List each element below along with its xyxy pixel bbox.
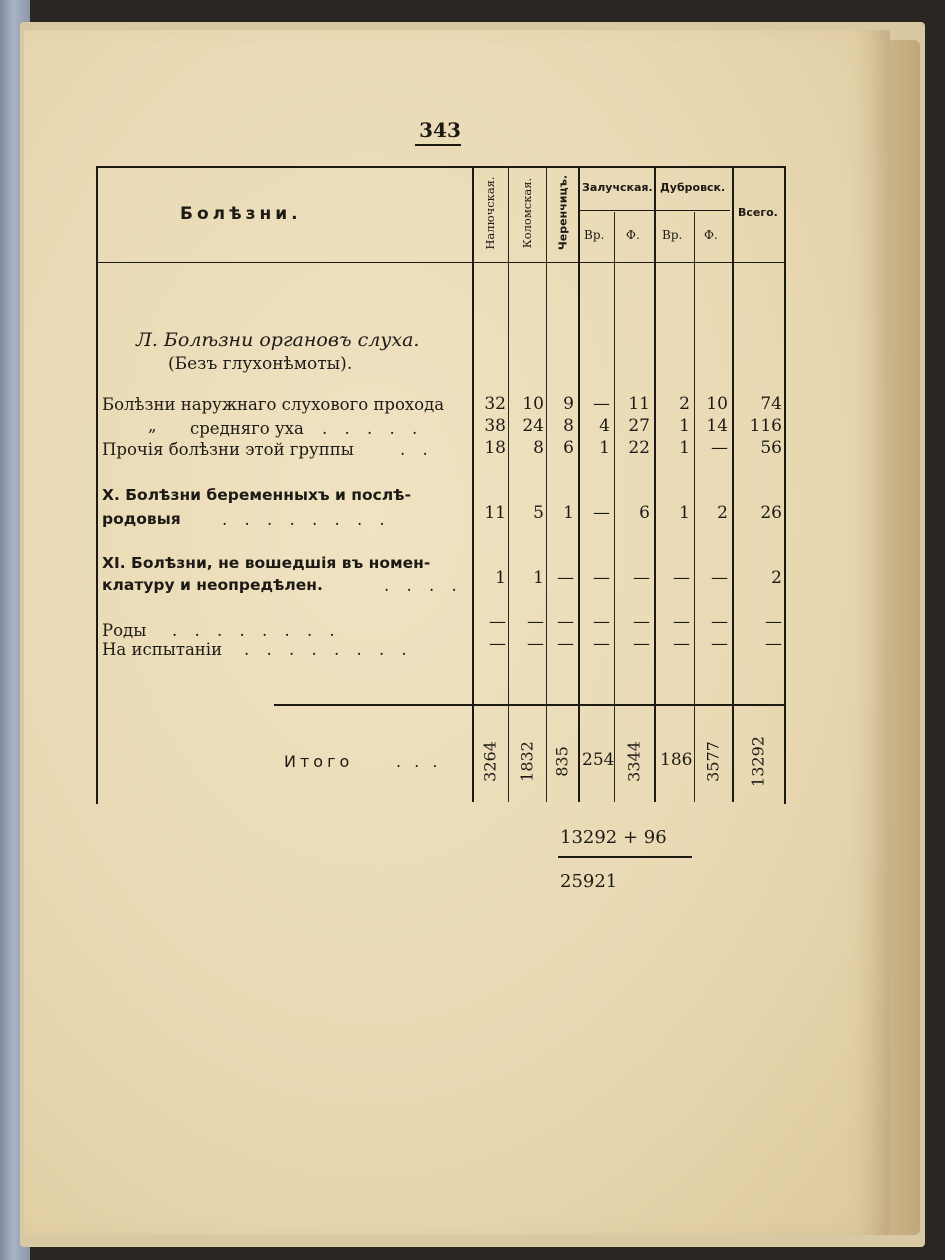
cell: — (711, 634, 728, 654)
col-rule-8 (732, 166, 734, 802)
cell: — (673, 568, 690, 588)
cell: 22 (628, 438, 650, 458)
cell: — (489, 634, 506, 654)
total-top-rule (274, 704, 784, 706)
cell: 32 (484, 394, 506, 414)
cell: 2 (679, 394, 690, 414)
row-label-outer-ear: Болѣзни наружнаго слухового прохода (102, 395, 445, 414)
cell: — (489, 612, 506, 632)
col-header-kolomskaya: Коломская. (520, 177, 534, 249)
calculation-line: 13292 + 96 (560, 827, 667, 848)
table-right-rule (784, 166, 786, 804)
col-rule-6 (654, 166, 656, 802)
diseases-header: Болѣзни. (180, 204, 302, 224)
col-header-nalyuchskaya: Налючская. (483, 176, 497, 250)
cell: 1 (533, 568, 544, 588)
cell: — (633, 634, 650, 654)
leader-dots: . . . . (384, 576, 463, 595)
total-label: Итого (284, 752, 354, 771)
cell: — (557, 634, 574, 654)
cell: — (557, 568, 574, 588)
cell: 10 (522, 394, 544, 414)
col-header-vsego: Всего. (738, 206, 778, 219)
calculation-rule (558, 856, 692, 858)
cell: 8 (563, 416, 574, 436)
total-nalyuchskaya: 3264 (480, 741, 500, 782)
cell: 5 (533, 503, 544, 523)
total-dubr-vr: 186 (660, 750, 693, 770)
col-header-zaluch-f: Ф. (626, 228, 640, 242)
leader-dots: . . . . . . . . (244, 640, 413, 659)
cell: — (673, 634, 690, 654)
cell: 24 (522, 416, 544, 436)
cell: — (593, 503, 610, 523)
cell: 1 (679, 416, 690, 436)
total-kolomskaya: 1832 (517, 741, 537, 782)
cell: 2 (771, 568, 782, 588)
cell: — (711, 568, 728, 588)
total-zaluch-f: 3344 (624, 741, 644, 782)
cell: 9 (563, 394, 574, 414)
section-x-line2: родовыя (102, 510, 181, 528)
cell: 1 (495, 568, 506, 588)
cell: 2 (717, 503, 728, 523)
cell: — (593, 612, 610, 632)
section-xi-line1: XI. Болѣзни, не вошедшія въ номен- (102, 554, 431, 572)
col-group-dubrovsk: Дубровск. (660, 181, 726, 194)
cell: 14 (706, 416, 728, 436)
cell: 116 (749, 416, 782, 436)
cell: — (633, 612, 650, 632)
col-header-zaluch-vr: Вр. (584, 228, 605, 242)
cell: — (527, 612, 544, 632)
cell: — (527, 634, 544, 654)
section-xi-line2: клатуру и неопредѣлен. (102, 576, 323, 594)
cell: — (765, 634, 782, 654)
cell: 6 (639, 503, 650, 523)
cell: 18 (484, 438, 506, 458)
total-dubr-f: 3577 (703, 741, 723, 782)
col-rule-2 (508, 166, 509, 802)
cell: 27 (628, 416, 650, 436)
col-rule-7 (694, 212, 695, 802)
table-left-rule (96, 166, 98, 804)
cell: — (593, 568, 610, 588)
col-rule-1 (472, 166, 474, 802)
col-rule-5 (614, 212, 615, 802)
cell: 38 (484, 416, 506, 436)
row-label-births: Роды (102, 621, 147, 640)
cell: — (711, 438, 728, 458)
col-header-dubr-vr: Вр. (662, 228, 683, 242)
cell: 56 (760, 438, 782, 458)
col-header-dubr-f: Ф. (704, 228, 718, 242)
section-x-line1: X. Болѣзни беременныхъ и послѣ- (102, 486, 412, 504)
cell: 1 (599, 438, 610, 458)
leader-dots: . . . . . . . . (222, 510, 391, 529)
row-label-ditto-mark: „ (148, 416, 157, 435)
cell: — (593, 394, 610, 414)
leader-dots: . . (400, 440, 434, 459)
total-zaluch-vr: 254 (582, 750, 615, 770)
table-top-rule (96, 166, 784, 168)
cell: 10 (706, 394, 728, 414)
leader-dots: . . . . . . . . (172, 621, 341, 640)
cell: 11 (628, 394, 650, 414)
cell: 1 (679, 503, 690, 523)
header-bottom-rule (96, 262, 784, 263)
cell: 11 (484, 503, 506, 523)
cell: — (593, 634, 610, 654)
row-label-middle-ear: средняго уха (190, 419, 304, 438)
col-rule-4 (578, 166, 580, 802)
col-rule-3 (546, 166, 547, 802)
row-label-other: Прочія болѣзни этой группы (102, 440, 354, 459)
total-cherenchits: 835 (552, 746, 572, 777)
leader-dots: . . . (396, 752, 442, 771)
page-number: 343 (419, 118, 461, 142)
cell: — (765, 612, 782, 632)
section-l-title: Л. Болѣзни органовъ слуха. (136, 329, 420, 351)
cell: — (633, 568, 650, 588)
total-vsego: 13292 (748, 736, 768, 787)
page-number-underline (415, 144, 461, 146)
cell: — (673, 612, 690, 632)
row-label-trial: На испытаніи (102, 640, 223, 659)
calculation-result: 25921 (560, 871, 618, 892)
cell: 4 (599, 416, 610, 436)
col-header-cherenchits: Черенчицъ. (556, 174, 570, 251)
cell: 1 (563, 503, 574, 523)
cell: 26 (760, 503, 782, 523)
section-l-subtitle: (Безъ глухонѣмоты). (168, 354, 353, 374)
leader-dots: . . . . . (322, 419, 424, 438)
cell: — (557, 612, 574, 632)
cell: 1 (679, 438, 690, 458)
col-group-zaluchskaya: Залучская. (582, 181, 653, 194)
cell: 6 (563, 438, 574, 458)
cell: 74 (760, 394, 782, 414)
cell: 8 (533, 438, 544, 458)
cell: — (711, 612, 728, 632)
